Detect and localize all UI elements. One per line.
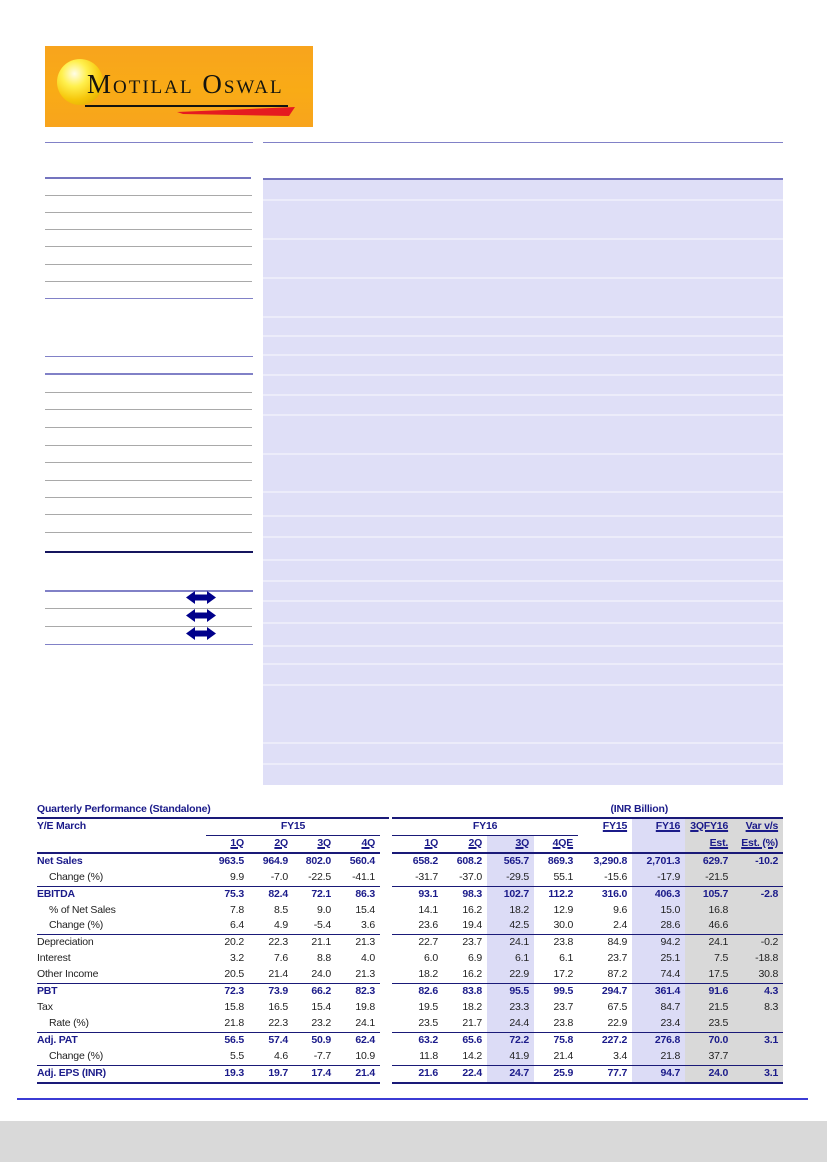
cell-value: 16.5 bbox=[268, 1000, 288, 1013]
table-header-row-2 bbox=[37, 835, 783, 852]
redacted-text-line bbox=[45, 445, 252, 446]
cell-value: 18.2 bbox=[462, 1000, 483, 1013]
footer-band bbox=[0, 1121, 827, 1162]
placeholder-row-divider bbox=[263, 277, 783, 279]
cell-value: 19.5 bbox=[418, 1000, 439, 1013]
blank-cell bbox=[632, 835, 685, 852]
3qfy16-header: 3QFY16 bbox=[685, 819, 733, 835]
cell-value: -17.9 bbox=[632, 870, 685, 886]
column-gap bbox=[380, 870, 392, 886]
row-label: Adj. EPS (INR) bbox=[37, 1065, 206, 1082]
cell-value: 869.3 bbox=[547, 854, 574, 867]
cell-value: 8.3 bbox=[733, 1000, 783, 1016]
redacted-text-line bbox=[45, 608, 252, 609]
cell-value: 75.8 bbox=[553, 1033, 574, 1046]
quarter-header-highlight: 3Q bbox=[487, 835, 534, 852]
cell-value: 3.1 bbox=[733, 1032, 783, 1048]
column-gap bbox=[380, 886, 392, 902]
cell-value: 18.2 bbox=[392, 967, 443, 983]
cell-value: 65.6 bbox=[462, 1033, 483, 1046]
table-row bbox=[37, 870, 783, 886]
redacted-text-line bbox=[45, 298, 253, 300]
cell-value: 74.4 bbox=[632, 967, 685, 983]
column-gap bbox=[380, 1049, 392, 1065]
cell-value: 18.2 bbox=[487, 903, 534, 919]
table-header-row-1 bbox=[37, 819, 783, 835]
cell-value: 361.4 bbox=[632, 984, 685, 1000]
cell-value: 99.5 bbox=[553, 985, 574, 998]
cell-value: 41.9 bbox=[487, 1049, 534, 1065]
cell-value: 565.7 bbox=[487, 853, 534, 870]
est-pct-header: Est. (%) bbox=[733, 835, 783, 852]
var-vs-header: Var v/s bbox=[733, 819, 783, 835]
placeholder-row-divider bbox=[263, 684, 783, 686]
cell-value: 77.7 bbox=[578, 1065, 632, 1082]
redacted-text-line bbox=[45, 462, 252, 463]
cell-value: 24.1 bbox=[685, 935, 733, 951]
logo-swoosh-icon bbox=[177, 107, 295, 117]
redacted-text-line bbox=[45, 480, 252, 481]
cell-value: 70.0 bbox=[685, 1032, 733, 1048]
table-row bbox=[37, 951, 783, 967]
cell-value: 24.0 bbox=[685, 1065, 733, 1082]
cell-value: 19.7 bbox=[249, 1065, 293, 1082]
cell-value: 16.2 bbox=[443, 967, 487, 983]
redacted-text-line bbox=[45, 246, 252, 247]
cell-value: 112.2 bbox=[548, 887, 574, 900]
table-row bbox=[37, 903, 783, 919]
cell-value: 9.0 bbox=[317, 903, 331, 916]
placeholder-row-divider bbox=[263, 316, 783, 318]
blank-cell bbox=[578, 835, 632, 852]
redacted-text-line bbox=[45, 212, 252, 213]
quarter-header: 3Q bbox=[293, 835, 336, 852]
cell-value: -7.7 bbox=[293, 1049, 336, 1065]
quarter-header: 1Q bbox=[206, 835, 249, 852]
cell-value: -5.4 bbox=[293, 918, 336, 934]
cell-value: 75.3 bbox=[224, 887, 244, 900]
fy16-annual-header: FY16 bbox=[632, 819, 685, 835]
cell-value: 23.5 bbox=[392, 1016, 443, 1032]
cell-value: 82.6 bbox=[418, 985, 439, 998]
cell-value: 12.9 bbox=[553, 903, 574, 916]
placeholder-row-divider bbox=[263, 199, 783, 201]
placeholder-row-divider bbox=[263, 663, 783, 665]
double-arrow-icon bbox=[186, 627, 216, 640]
redacted-text-line bbox=[45, 590, 253, 592]
row-label: Rate (%) bbox=[37, 1016, 206, 1032]
cell-value: 16.8 bbox=[685, 903, 733, 919]
cell-value: 21.8 bbox=[206, 1016, 249, 1032]
row-label: % of Net Sales bbox=[49, 903, 116, 916]
ye-march-header: Y/E March bbox=[37, 820, 86, 833]
column-gap bbox=[380, 1016, 392, 1032]
cell-value: 105.7 bbox=[685, 886, 733, 902]
row-label: Change (%) bbox=[37, 918, 206, 934]
quarter-header: 2Q bbox=[443, 835, 487, 852]
cell-value: 8.8 bbox=[317, 952, 331, 965]
cell-value: 17.2 bbox=[534, 967, 578, 983]
footer-rule bbox=[17, 1098, 808, 1100]
placeholder-row-divider bbox=[263, 414, 783, 416]
quarter-header: 4QE bbox=[534, 835, 578, 852]
column-gap bbox=[380, 1032, 392, 1048]
cell-value: 9.6 bbox=[613, 903, 628, 916]
cell-value: 294.7 bbox=[601, 985, 628, 998]
fy15-span-header: FY15 bbox=[206, 819, 380, 835]
cell-value: 14.2 bbox=[443, 1049, 487, 1065]
column-gap bbox=[380, 984, 392, 1000]
placeholder-row-divider bbox=[263, 645, 783, 647]
cell-value: 23.6 bbox=[392, 918, 443, 934]
cell-value bbox=[733, 903, 783, 919]
cell-value: 63.2 bbox=[418, 1033, 439, 1046]
cell-value: 24.4 bbox=[487, 1016, 534, 1032]
cell-value: 10.9 bbox=[336, 1049, 380, 1065]
blank-cell bbox=[37, 835, 206, 852]
cell-value: 93.1 bbox=[418, 887, 439, 900]
cell-value: 964.9 bbox=[262, 854, 288, 867]
cell-value: 6.1 bbox=[559, 952, 574, 965]
row-label: Other Income bbox=[37, 967, 206, 983]
placeholder-row-divider bbox=[263, 622, 783, 624]
table-row bbox=[37, 984, 783, 1000]
cell-value: 30.8 bbox=[733, 967, 783, 983]
cell-value: 276.8 bbox=[632, 1032, 685, 1048]
column-gap bbox=[380, 853, 392, 870]
cell-value: 72.3 bbox=[224, 985, 244, 998]
cell-value: 22.3 bbox=[268, 936, 288, 949]
cell-value: 15.0 bbox=[632, 903, 685, 919]
cell-value: 3.1 bbox=[733, 1065, 783, 1082]
redacted-text-line bbox=[45, 514, 252, 515]
cell-value bbox=[733, 870, 783, 886]
cell-value: 22.7 bbox=[418, 936, 439, 949]
placeholder-row-divider bbox=[263, 335, 783, 337]
cell-value: 23.3 bbox=[487, 1000, 534, 1016]
cell-value: 37.7 bbox=[685, 1049, 733, 1065]
cell-value: 23.7 bbox=[553, 1000, 574, 1013]
cell-value: 56.5 bbox=[224, 1033, 244, 1046]
cell-value: 6.4 bbox=[206, 918, 249, 934]
title-rule-left bbox=[37, 817, 389, 819]
row-label: PBT bbox=[37, 985, 58, 998]
cell-value bbox=[733, 1016, 783, 1032]
cell-value: -2.8 bbox=[733, 886, 783, 902]
cell-value: 16.2 bbox=[462, 903, 483, 916]
cell-value: 560.4 bbox=[349, 854, 376, 867]
cell-value: 83.8 bbox=[462, 985, 483, 998]
cell-value: 22.3 bbox=[249, 1016, 293, 1032]
cell-value: 67.5 bbox=[607, 1000, 628, 1013]
cell-value: 20.5 bbox=[206, 967, 249, 983]
table-row bbox=[37, 918, 783, 934]
placeholder-row-divider bbox=[263, 238, 783, 240]
column-gap bbox=[380, 951, 392, 967]
cell-value: 21.5 bbox=[685, 1000, 733, 1016]
cell-value: 658.2 bbox=[412, 854, 439, 867]
cell-value: 963.5 bbox=[218, 854, 244, 867]
cell-value bbox=[733, 1049, 783, 1065]
cell-value: 6.9 bbox=[468, 952, 483, 965]
fy15-annual-header: FY15 bbox=[602, 820, 628, 833]
cell-value: 86.3 bbox=[355, 887, 376, 900]
table-unit-label: (INR Billion) bbox=[610, 803, 668, 815]
cell-value: 5.5 bbox=[206, 1049, 249, 1065]
cell-value: 23.8 bbox=[534, 1016, 578, 1032]
cell-value: 21.3 bbox=[336, 967, 380, 983]
table-row bbox=[37, 935, 783, 951]
cell-value: 24.7 bbox=[487, 1065, 534, 1082]
cell-value: 19.4 bbox=[443, 918, 487, 934]
cell-value: 4.3 bbox=[733, 984, 783, 1000]
placeholder-row-divider bbox=[263, 763, 783, 765]
redacted-text-line bbox=[45, 626, 252, 627]
cell-value: -22.5 bbox=[293, 870, 336, 886]
cell-value: 21.6 bbox=[392, 1065, 443, 1082]
cell-value: -29.5 bbox=[487, 870, 534, 886]
cell-value: 82.4 bbox=[268, 887, 288, 900]
table-title bbox=[37, 803, 783, 818]
content-placeholder-block bbox=[263, 178, 783, 785]
cell-value: 406.3 bbox=[632, 886, 685, 902]
cell-value: 608.2 bbox=[456, 854, 483, 867]
cell-value: 2,701.3 bbox=[632, 853, 685, 870]
cell-value: 4.9 bbox=[249, 918, 293, 934]
column-gap bbox=[380, 918, 392, 934]
cell-value: 24.1 bbox=[487, 935, 534, 951]
cell-value: -15.6 bbox=[578, 870, 632, 886]
placeholder-row-divider bbox=[263, 354, 783, 356]
est-header: Est. bbox=[685, 835, 733, 852]
table-row bbox=[37, 886, 783, 902]
cell-value: 6.0 bbox=[424, 952, 439, 965]
cell-value: 15.4 bbox=[355, 903, 376, 916]
cell-value: 94.2 bbox=[632, 935, 685, 951]
row-label: Interest bbox=[37, 952, 71, 965]
double-arrow-icon bbox=[186, 591, 216, 604]
quarterly-table bbox=[37, 819, 783, 1084]
cell-value: 802.0 bbox=[305, 854, 331, 867]
placeholder-row-divider bbox=[263, 600, 783, 602]
cell-value: 82.3 bbox=[355, 985, 376, 998]
cell-value: 629.7 bbox=[685, 853, 733, 870]
column-gap bbox=[380, 819, 392, 835]
cell-value: 25.9 bbox=[534, 1065, 578, 1082]
quarter-header: 1Q bbox=[392, 835, 443, 852]
cell-value: 23.7 bbox=[607, 952, 628, 965]
motilal-oswal-logo bbox=[45, 46, 313, 127]
cell-value: 21.7 bbox=[443, 1016, 487, 1032]
cell-value: 6.1 bbox=[487, 951, 534, 967]
cell-value: 316.0 bbox=[601, 887, 628, 900]
cell-value: 95.5 bbox=[487, 984, 534, 1000]
table-row bbox=[37, 1032, 783, 1048]
cell-value: 22.9 bbox=[487, 967, 534, 983]
cell-value: 3.2 bbox=[230, 952, 244, 965]
cell-value: 15.8 bbox=[224, 1000, 244, 1013]
table-row bbox=[37, 1049, 783, 1065]
redacted-text-line bbox=[45, 264, 252, 265]
row-label: Depreciation bbox=[37, 936, 94, 949]
cell-value: 21.4 bbox=[534, 1049, 578, 1065]
cell-value: 11.8 bbox=[392, 1049, 443, 1065]
placeholder-row-divider bbox=[263, 515, 783, 517]
cell-value: 72.2 bbox=[487, 1032, 534, 1048]
table-row bbox=[37, 853, 783, 870]
cell-value: -0.2 bbox=[733, 935, 783, 951]
cell-value: -10.2 bbox=[733, 853, 783, 870]
table-row bbox=[37, 1000, 783, 1016]
column-gap bbox=[380, 835, 392, 852]
cell-value: 21.4 bbox=[249, 967, 293, 983]
placeholder-row-divider bbox=[263, 394, 783, 396]
placeholder-row-divider bbox=[263, 742, 783, 744]
cell-value bbox=[733, 918, 783, 934]
cell-value: 23.5 bbox=[685, 1016, 733, 1032]
cell-value: 24.0 bbox=[293, 967, 336, 983]
placeholder-row-divider bbox=[263, 453, 783, 455]
cell-value: 14.1 bbox=[418, 903, 439, 916]
placeholder-row-divider bbox=[263, 536, 783, 538]
cell-value: 21.4 bbox=[336, 1065, 380, 1082]
cell-value: 23.2 bbox=[293, 1016, 336, 1032]
redacted-text-line bbox=[263, 142, 783, 144]
column-gap bbox=[380, 935, 392, 951]
placeholder-row-divider bbox=[263, 580, 783, 582]
cell-value: 23.7 bbox=[462, 936, 483, 949]
placeholder-row-divider bbox=[263, 559, 783, 561]
cell-value: 21.3 bbox=[355, 936, 376, 949]
cell-value: 50.9 bbox=[311, 1033, 331, 1046]
cell-value: 4.0 bbox=[361, 952, 376, 965]
redacted-text-line bbox=[45, 532, 252, 533]
column-gap bbox=[380, 1000, 392, 1016]
double-arrow-icon bbox=[186, 609, 216, 622]
redacted-text-line bbox=[45, 427, 252, 428]
cell-value: 73.9 bbox=[268, 985, 288, 998]
row-label: Tax bbox=[37, 1000, 53, 1013]
cell-value: 8.5 bbox=[274, 903, 288, 916]
cell-value: 84.7 bbox=[632, 1000, 685, 1016]
row-label: EBITDA bbox=[37, 887, 75, 900]
cell-value: 2.4 bbox=[578, 918, 632, 934]
cell-value: -7.0 bbox=[249, 870, 293, 886]
cell-value: 17.4 bbox=[293, 1065, 336, 1082]
fy16-span-header: FY16 bbox=[392, 819, 578, 835]
cell-value: 28.6 bbox=[632, 918, 685, 934]
quarter-header: 2Q bbox=[249, 835, 293, 852]
cell-value: 15.4 bbox=[311, 1000, 331, 1013]
column-gap bbox=[380, 967, 392, 983]
redacted-text-line bbox=[45, 497, 252, 498]
cell-value: 3,290.8 bbox=[593, 854, 628, 867]
cell-value: 66.2 bbox=[311, 985, 331, 998]
cell-value: 46.6 bbox=[685, 918, 733, 934]
cell-value: 22.9 bbox=[578, 1016, 632, 1032]
table-row bbox=[37, 967, 783, 983]
cell-value: 25.1 bbox=[632, 951, 685, 967]
placeholder-row-divider bbox=[263, 374, 783, 376]
cell-value: 62.4 bbox=[355, 1033, 376, 1046]
cell-value: 57.4 bbox=[268, 1033, 288, 1046]
cell-value: 7.8 bbox=[230, 903, 244, 916]
redacted-text-line bbox=[45, 356, 253, 358]
cell-value: -21.5 bbox=[685, 870, 733, 886]
redacted-text-line bbox=[45, 644, 253, 646]
title-rule-right bbox=[392, 817, 783, 819]
cell-value: 20.2 bbox=[224, 936, 244, 949]
cell-value: 42.5 bbox=[487, 918, 534, 934]
cell-value: 23.4 bbox=[632, 1016, 685, 1032]
redacted-text-line bbox=[45, 409, 252, 410]
row-label: Change (%) bbox=[37, 1049, 206, 1065]
column-gap bbox=[380, 1065, 392, 1082]
cell-value: -37.0 bbox=[443, 870, 487, 886]
table-title-text: Quarterly Performance (Standalone) bbox=[37, 803, 211, 815]
cell-value: 3.4 bbox=[578, 1049, 632, 1065]
cell-value: 19.3 bbox=[206, 1065, 249, 1082]
cell-value: 7.6 bbox=[274, 952, 288, 965]
row-label: Net Sales bbox=[37, 854, 83, 867]
placeholder-row-divider bbox=[263, 491, 783, 493]
redacted-text-line bbox=[45, 177, 251, 179]
cell-value: 55.1 bbox=[534, 870, 578, 886]
cell-value: 30.0 bbox=[534, 918, 578, 934]
column-gap bbox=[380, 903, 392, 919]
cell-value: 19.8 bbox=[355, 1000, 376, 1013]
redacted-text-line bbox=[45, 392, 252, 393]
cell-value: 3.6 bbox=[336, 918, 380, 934]
cell-value: -41.1 bbox=[336, 870, 380, 886]
table-row bbox=[37, 1065, 783, 1082]
cell-value: 102.7 bbox=[487, 886, 534, 902]
cell-value: 98.3 bbox=[462, 887, 483, 900]
quarter-header: 4Q bbox=[336, 835, 380, 852]
cell-value: -31.7 bbox=[392, 870, 443, 886]
cell-value: 23.8 bbox=[553, 936, 574, 949]
cell-value: 227.2 bbox=[601, 1033, 628, 1046]
row-label: Adj. PAT bbox=[37, 1033, 78, 1046]
row-label: Change (%) bbox=[37, 870, 206, 886]
redacted-text-line bbox=[45, 551, 253, 553]
cell-value: 21.1 bbox=[311, 936, 331, 949]
cell-value: 9.9 bbox=[206, 870, 249, 886]
redacted-text-line bbox=[45, 195, 252, 196]
cell-value: 22.4 bbox=[443, 1065, 487, 1082]
cell-value: 7.5 bbox=[685, 951, 733, 967]
redacted-text-line bbox=[45, 373, 253, 375]
cell-value: 24.1 bbox=[336, 1016, 380, 1032]
cell-value: 17.5 bbox=[685, 967, 733, 983]
brand-name: Motilal Oswal bbox=[85, 61, 288, 107]
quarterly-performance-table bbox=[37, 803, 783, 1084]
cell-value: 84.9 bbox=[607, 936, 628, 949]
table-row bbox=[37, 1016, 783, 1032]
cell-value: -18.8 bbox=[733, 951, 783, 967]
cell-value: 87.2 bbox=[578, 967, 632, 983]
cell-value: 4.6 bbox=[249, 1049, 293, 1065]
cell-value: 72.1 bbox=[311, 887, 331, 900]
redacted-text-line bbox=[45, 229, 252, 230]
redacted-text-line bbox=[45, 281, 252, 282]
cell-value: 21.8 bbox=[632, 1049, 685, 1065]
cell-value: 94.7 bbox=[632, 1065, 685, 1082]
cell-value: 91.6 bbox=[685, 984, 733, 1000]
redacted-text-line bbox=[45, 142, 253, 144]
